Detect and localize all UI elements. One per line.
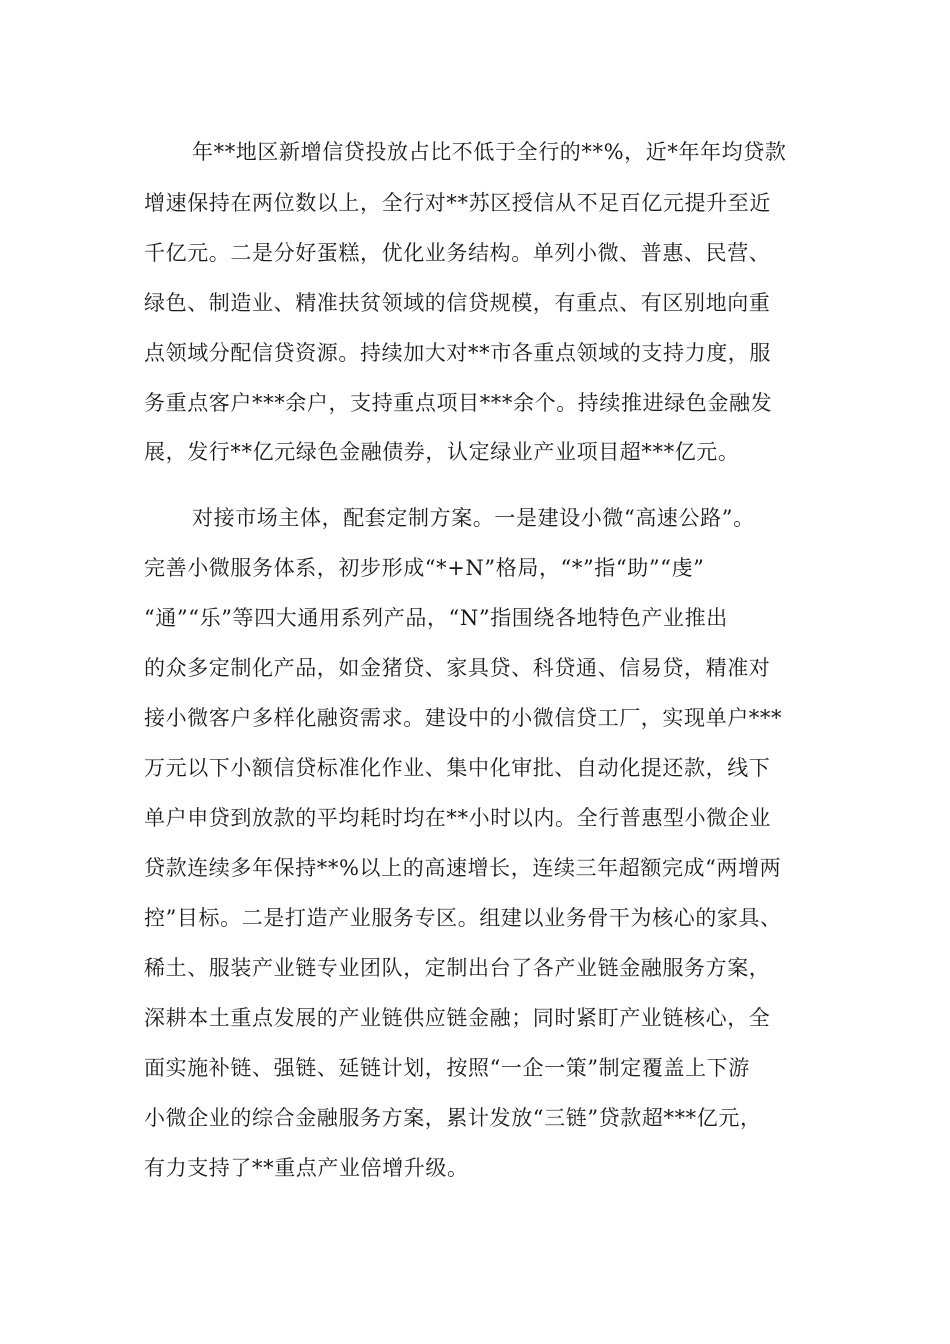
text-line: “通”“乐”等四大通用系列产品，“N”指围绕各地特色产业推出 <box>144 606 728 630</box>
text-line: 年**地区新增信贷投放占比不低于全行的**%，近*年年均贷款 <box>192 140 787 164</box>
text-line: 单户申贷到放款的平均耗时均在**小时以内。全行普惠型小微企业 <box>144 806 771 830</box>
text-line: 贷款连续多年保持**%以上的高速增长，连续三年超额完成“两增两 <box>144 856 782 880</box>
text-line: 务重点客户***余户，支持重点项目***余个。持续推进绿色金融发 <box>144 391 773 415</box>
text-line: 控”目标。二是打造产业服务专区。组建以业务骨干为核心的家具、 <box>144 906 782 930</box>
text-line: 小微企业的综合金融服务方案，累计发放“三链”贷款超***亿元， <box>144 1106 762 1130</box>
text-line: 增速保持在两位数以上，全行对**苏区授信从不足百亿元提升至近 <box>144 191 771 215</box>
text-line: 深耕本土重点发展的产业链供应链金融；同时紧盯产业链核心，全 <box>144 1006 771 1030</box>
text-line: 接小微客户多样化融资需求。建设中的小微信贷工厂，实现单户*** <box>144 706 783 730</box>
text-line: 面实施补链、强链、延链计划，按照“一企一策”制定覆盖上下游 <box>144 1056 750 1080</box>
text-line: 稀土、服装产业链专业团队，定制出台了各产业链金融服务方案， <box>144 956 771 980</box>
text-line: 的众多定制化产品，如金猪贷、家具贷、科贷通、信易贷，精准对 <box>144 656 771 680</box>
text-line: 对接市场主体，配套定制方案。一是建设小微“高速公路”。 <box>192 506 755 530</box>
text-line: 千亿元。二是分好蛋糕，优化业务结构。单列小微、普惠、民营、 <box>144 241 771 265</box>
text-line: 绿色、制造业、精准扶贫领域的信贷规模，有重点、有区别地向重 <box>144 291 771 315</box>
text-line: 展，发行**亿元绿色金融债券，认定绿业产业项目超***亿元。 <box>144 440 740 464</box>
text-line: 有力支持了**重点产业倍增升级。 <box>144 1156 469 1180</box>
text-line: 完善小微服务体系，初步形成“*+N”格局，“*”指“助”“虔” <box>144 556 705 580</box>
text-line: 万元以下小额信贷标准化作业、集中化审批、自动化提还款，线下 <box>144 756 771 780</box>
text-line: 点领域分配信贷资源。持续加大对**市各重点领域的支持力度，服 <box>144 341 771 365</box>
